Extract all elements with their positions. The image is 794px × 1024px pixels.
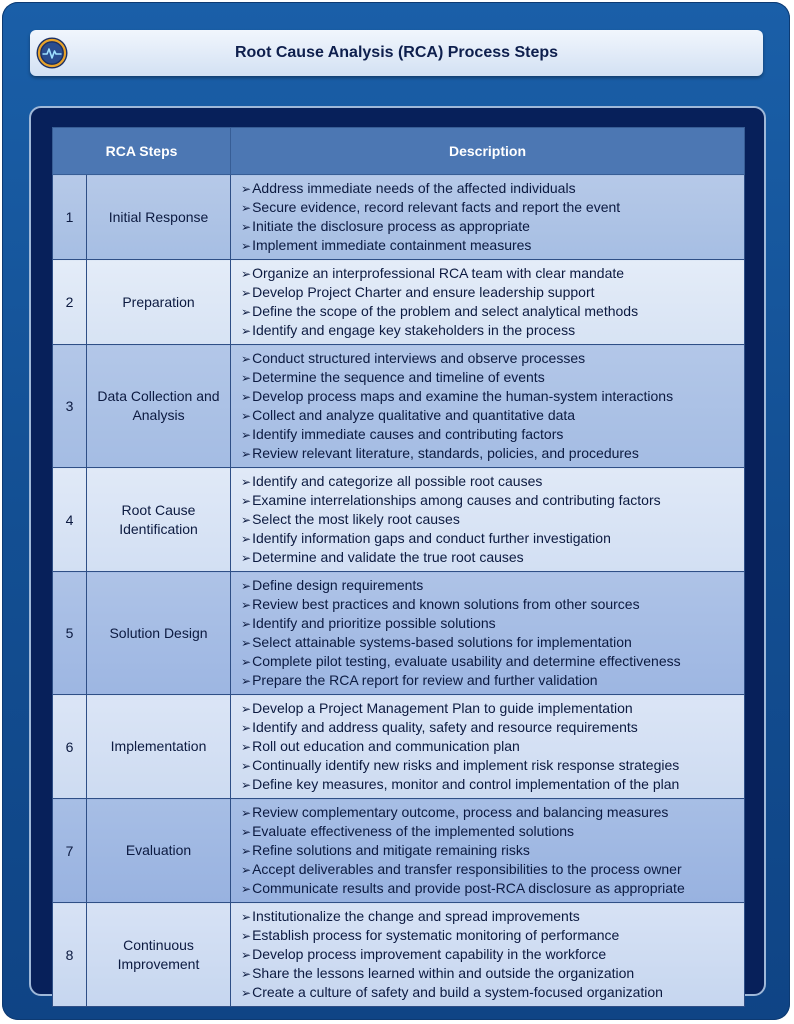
table-row (53, 175, 745, 260)
bullet-text: Identify and categorize all possible root causes (252, 473, 543, 489)
bullet-text: Develop process maps and examine the human-system interactions (252, 388, 674, 404)
description-bullet (241, 860, 740, 879)
page-title: Root Cause Analysis (RCA) Process Steps (234, 44, 559, 61)
bullet-text: Review best practices and known solutions from other sources (252, 596, 640, 612)
description-bullet (241, 264, 740, 283)
arrow-bullet-icon: ➢ (241, 759, 252, 773)
step-number: 4 (53, 468, 87, 572)
description-bullet (241, 803, 740, 822)
description-bullet (241, 576, 740, 595)
arrow-bullet-icon: ➢ (241, 986, 252, 1000)
step-description (231, 572, 745, 695)
column-header-description: Description (231, 128, 745, 175)
arrow-bullet-icon: ➢ (241, 182, 252, 196)
title-bar (30, 30, 763, 76)
step-number: 5 (53, 572, 87, 695)
arrow-bullet-icon: ➢ (241, 674, 252, 688)
bullet-text: Identify information gaps and conduct further investigation (252, 530, 611, 546)
bullet-text: Institutionalize the change and spread improvements (252, 908, 580, 924)
arrow-bullet-icon: ➢ (241, 655, 252, 669)
arrow-bullet-icon: ➢ (241, 409, 252, 423)
description-bullet (241, 529, 740, 548)
arrow-bullet-icon: ➢ (241, 286, 252, 300)
bullet-text: Select attainable systems-based solutions for implementation (252, 634, 632, 650)
step-number: 6 (53, 695, 87, 799)
description-bullet (241, 236, 740, 255)
arrow-bullet-icon: ➢ (241, 598, 252, 612)
description-bullet (241, 671, 740, 690)
description-bullet (241, 548, 740, 567)
step-number: 3 (53, 345, 87, 468)
bullet-text: Secure evidence, record relevant facts and report the event (252, 199, 621, 215)
arrow-bullet-icon: ➢ (241, 579, 252, 593)
description-bullet (241, 822, 740, 841)
description-bullet (241, 945, 740, 964)
bullet-text: Conduct structured interviews and observe processes (252, 350, 586, 366)
arrow-bullet-icon: ➢ (241, 825, 252, 839)
bullet-text: Address immediate needs of the affected individuals (252, 180, 576, 196)
description-bullet (241, 775, 740, 794)
description-bullet (241, 510, 740, 529)
arrow-bullet-icon: ➢ (241, 778, 252, 792)
bullet-text: Create a culture of safety and build a system-focused organization (252, 984, 663, 1000)
arrow-bullet-icon: ➢ (241, 371, 252, 385)
bullet-text: Refine solutions and mitigate remaining risks (252, 842, 530, 858)
description-bullet (241, 879, 740, 898)
step-name: Preparation (87, 260, 231, 345)
description-bullet (241, 179, 740, 198)
bullet-text: Examine interrelationships among causes and contributing factors (252, 492, 661, 508)
arrow-bullet-icon: ➢ (241, 239, 252, 253)
arrow-bullet-icon: ➢ (241, 882, 252, 896)
step-description (231, 799, 745, 903)
arrow-bullet-icon: ➢ (241, 967, 252, 981)
arrow-bullet-icon: ➢ (241, 617, 252, 631)
step-description (231, 345, 745, 468)
description-bullet (241, 321, 740, 340)
bullet-text: Identify and prioritize possible solutions (252, 615, 496, 631)
step-name: Root Cause Identification (87, 468, 231, 572)
description-bullet (241, 983, 740, 1002)
description-bullet (241, 756, 740, 775)
column-header-rca-steps: RCA Steps (53, 128, 231, 175)
bullet-text: Organize an interprofessional RCA team with clear mandate (252, 265, 625, 281)
description-bullet (241, 633, 740, 652)
description-bullet (241, 841, 740, 860)
bullet-text: Develop a Project Management Plan to guide implementation (252, 700, 633, 716)
arrow-bullet-icon: ➢ (241, 740, 252, 754)
arrow-bullet-icon: ➢ (241, 929, 252, 943)
description-bullet (241, 425, 740, 444)
arrow-bullet-icon: ➢ (241, 806, 252, 820)
bullet-text: Review complementary outcome, process and balancing measures (252, 804, 669, 820)
bullet-text: Establish process for systematic monitoring of performance (252, 927, 620, 943)
step-name: Continuous Improvement (87, 903, 231, 1007)
arrow-bullet-icon: ➢ (241, 447, 252, 461)
bullet-text: Accept deliverables and transfer responsibilities to the process owner (252, 861, 682, 877)
bullet-text: Determine and validate the true root causes (252, 549, 524, 565)
arrow-bullet-icon: ➢ (241, 494, 252, 508)
step-number: 7 (53, 799, 87, 903)
bullet-text: Complete pilot testing, evaluate usability and determine effectiveness (252, 653, 681, 669)
bullet-text: Communicate results and provide post-RCA disclosure as appropriate (252, 880, 685, 896)
table-row (53, 468, 745, 572)
bullet-text: Initiate the disclosure process as appropriate (252, 218, 530, 234)
bullet-text: Collect and analyze qualitative and quantitative data (252, 407, 576, 423)
description-bullet (241, 926, 740, 945)
bullet-text: Develop process improvement capability in the workforce (252, 946, 607, 962)
table-row (53, 345, 745, 468)
step-description (231, 468, 745, 572)
arrow-bullet-icon: ➢ (241, 305, 252, 319)
bullet-text: Develop Project Charter and ensure leadership support (252, 284, 595, 300)
step-number: 1 (53, 175, 87, 260)
description-bullet (241, 198, 740, 217)
description-bullet (241, 444, 740, 463)
arrow-bullet-icon: ➢ (241, 532, 252, 546)
description-bullet (241, 491, 740, 510)
description-bullet (241, 737, 740, 756)
bullet-text: Roll out education and communication plan (252, 738, 520, 754)
step-description (231, 903, 745, 1007)
description-bullet (241, 595, 740, 614)
description-bullet (241, 302, 740, 321)
description-bullet (241, 406, 740, 425)
arrow-bullet-icon: ➢ (241, 702, 252, 716)
description-bullet (241, 472, 740, 491)
bullet-text: Identify and engage key stakeholders in the process (252, 322, 576, 338)
description-bullet (241, 699, 740, 718)
description-bullet (241, 349, 740, 368)
description-bullet (241, 614, 740, 633)
step-number: 8 (53, 903, 87, 1007)
arrow-bullet-icon: ➢ (241, 863, 252, 877)
table-row (53, 799, 745, 903)
step-name: Evaluation (87, 799, 231, 903)
arrow-bullet-icon: ➢ (241, 844, 252, 858)
description-bullet (241, 217, 740, 236)
table-row (53, 695, 745, 799)
bullet-text: Select the most likely root causes (252, 511, 460, 527)
step-number: 2 (53, 260, 87, 345)
table-row (53, 260, 745, 345)
arrow-bullet-icon: ➢ (241, 551, 252, 565)
description-bullet (241, 964, 740, 983)
arrow-bullet-icon: ➢ (241, 948, 252, 962)
step-name: Data Collection and Analysis (87, 345, 231, 468)
step-description (231, 260, 745, 345)
arrow-bullet-icon: ➢ (241, 721, 252, 735)
step-name: Initial Response (87, 175, 231, 260)
description-bullet (241, 652, 740, 671)
arrow-bullet-icon: ➢ (241, 267, 252, 281)
arrow-bullet-icon: ➢ (241, 352, 252, 366)
bullet-text: Define key measures, monitor and control implementation of the plan (252, 776, 680, 792)
arrow-bullet-icon: ➢ (241, 220, 252, 234)
arrow-bullet-icon: ➢ (241, 201, 252, 215)
bullet-text: Continually identify new risks and implement risk response strategies (252, 757, 680, 773)
bullet-text: Define design requirements (252, 577, 424, 593)
step-description (231, 175, 745, 260)
bullet-text: Prepare the RCA report for review and further validation (252, 672, 598, 688)
description-bullet (241, 387, 740, 406)
rca-steps-table (52, 127, 745, 1007)
table-row (53, 572, 745, 695)
description-bullet (241, 368, 740, 387)
arrow-bullet-icon: ➢ (241, 390, 252, 404)
description-bullet (241, 907, 740, 926)
step-description (231, 695, 745, 799)
arrow-bullet-icon: ➢ (241, 324, 252, 338)
arrow-bullet-icon: ➢ (241, 513, 252, 527)
bullet-text: Review relevant literature, standards, policies, and procedures (252, 445, 639, 461)
bullet-text: Determine the sequence and timeline of events (252, 369, 545, 385)
bullet-text: Evaluate effectiveness of the implemented solutions (252, 823, 575, 839)
bullet-text: Implement immediate containment measures (252, 237, 532, 253)
table-row (53, 903, 745, 1007)
bullet-text: Identify and address quality, safety and resource requirements (252, 719, 638, 735)
table-header-row (53, 128, 745, 175)
description-bullet (241, 718, 740, 737)
arrow-bullet-icon: ➢ (241, 475, 252, 489)
arrow-bullet-icon: ➢ (241, 636, 252, 650)
step-name: Solution Design (87, 572, 231, 695)
bullet-text: Share the lessons learned within and outside the organization (252, 965, 635, 981)
step-name: Implementation (87, 695, 231, 799)
arrow-bullet-icon: ➢ (241, 910, 252, 924)
bullet-text: Identify immediate causes and contributing factors (252, 426, 564, 442)
bullet-text: Define the scope of the problem and select analytical methods (252, 303, 639, 319)
description-bullet (241, 283, 740, 302)
arrow-bullet-icon: ➢ (241, 428, 252, 442)
